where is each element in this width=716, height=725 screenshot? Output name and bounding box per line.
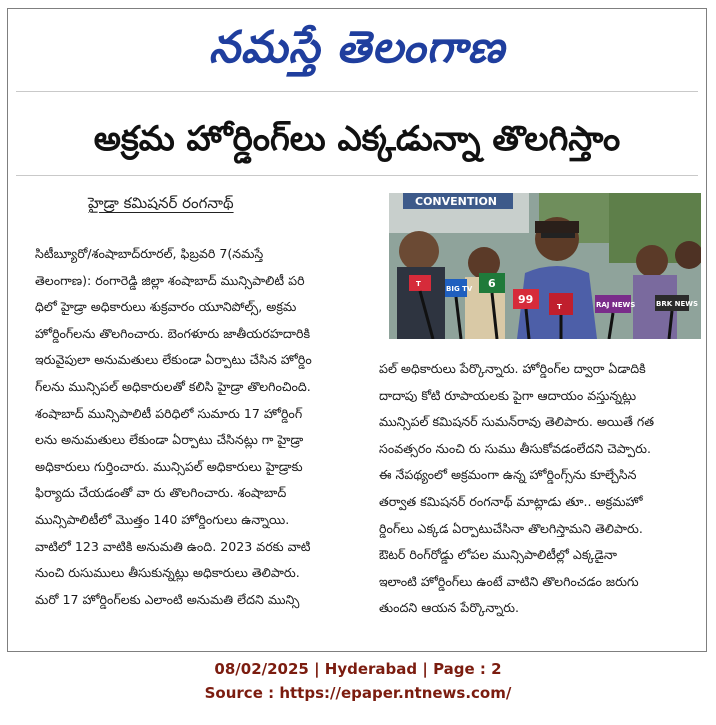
article-text-line: ఇలాంటి హోర్డింగ్‌లు ఉంటే వాటిని తొలగించడం జరుగు — [379, 573, 639, 589]
article-text-line: మరో 17 హోర్డింగ్‌లకు ఎలాంటి అనుమతి లేదని మున్సి — [35, 591, 300, 607]
article-text-line: నుంచి రుసుములు తీసుకున్నట్లు అధికారులు తెలిపారు. — [35, 565, 300, 581]
article-text-line: ఫిర్యాదు చేయడంతో వా రు తొలగించారు. శంషాబాద్ — [35, 485, 287, 501]
article-text-line: మున్సిపల్ కమిషనర్ సుమన్‌రావు తెలిపారు. అయితే గత — [379, 414, 655, 430]
mic-label: BIG TV — [446, 285, 473, 293]
photo-banner-text: CONVENTION — [415, 195, 498, 208]
article-text-line: లను అనుమతులు లేకుండా ఏర్పాటు చేసినట్లు గా హైడ్రా — [35, 432, 304, 448]
article-text-line: సంవత్సరం నుంచి రు సుము తీసుకోవడంలేదని చెప్పారు. — [379, 440, 651, 456]
footer-source-link[interactable]: Source : https://epaper.ntnews.com/ — [204, 684, 512, 702]
article-text-line: పల్ అధికారులు పేర్కొన్నారు. హోర్డింగ్‌ల ద్వారా ఏడాదికి — [379, 361, 646, 376]
article-text-line: తుందని ఆయన పేర్కొన్నారు. — [379, 600, 520, 616]
article-text-line: గ్‌లను మున్సిపల్ అధికారులతో కలిసి హైడ్రా తొలగించింది. — [35, 378, 311, 394]
article-text-line: అధికారులు గుర్తించారు. మున్సిపల్ అధికారులు హైడ్రాకు — [35, 458, 303, 474]
footer-edition-info: 08/02/2025 | Hyderabad | Page : 2 — [214, 660, 502, 678]
article-text-line: వాటిలో 123 వాటికి అనుమతి ఉంది. 2023 వరకు వాటి — [35, 538, 311, 554]
article-text-line: తర్వాత కమిషనర్ రంగనాథ్ మాట్లాడు తూ.. అక్రమహో — [379, 493, 643, 509]
mic-label: RAJ NEWS — [596, 301, 636, 309]
article-headline: అక్రమ హోర్డింగ్‌లు ఎక్కడున్నా తొలగిస్తాం — [93, 119, 621, 159]
mic-label: T — [416, 280, 421, 288]
article-text-line: హోర్డింగ్‌లను తొలగించారు. బెంగళూరు జాతీయరహదారికి — [35, 325, 311, 341]
clipping-frame — [7, 8, 707, 652]
article-text-line: తెలంగాణ): రంగారెడ్డి జిల్లా శంషాబాద్ మున్సిపాలిటీ పరి — [35, 272, 305, 288]
article-text-line: ర్డింగ్‌లు ఎక్కడ ఏర్పాటుచేసినా తొలగిస్తామని తెలిపారు. — [379, 520, 643, 536]
mic-label: BRK NEWS — [656, 300, 698, 308]
article-byline: హైడ్రా కమిషనర్ రంగనాథ్ — [88, 194, 234, 212]
masthead-divider — [16, 91, 698, 92]
article-text-line: శంషాబాద్ మున్సిపాలిటీ పరిధిలో సుమారు 17 హోర్డింగ్ — [35, 405, 303, 421]
mic-label: 6 — [488, 277, 496, 290]
article-text-line: ఇరువైపులా అనుమతులు లేకుండా ఏర్పాటు చేసిన హోర్డిం — [35, 352, 312, 368]
masthead-title: నమస్తే తెలంగాణ — [208, 22, 506, 73]
article-text-line: మున్సిపాలిటీలో మొత్తం 140 హోర్డింగులు ఉన్నాయి. — [35, 511, 290, 527]
article-text-line: ఈ నేపథ్యంలో అక్రమంగా ఉన్న హోర్డింగ్స్‌ను కూల్చేసిన — [379, 467, 637, 483]
press-photo — [389, 193, 701, 339]
article-text-line: సిటీబ్యూరో/శంషాబాద్‌రూరల్, ఫిబ్రవరి 7(నమస్తే — [35, 246, 264, 261]
headline-divider — [16, 175, 698, 176]
article-text-line: ధిలో హైడ్రా అధికారులు శుక్రవారం యూనిపోల్స్, అక్రమ — [35, 299, 297, 315]
mic-label: T — [557, 303, 562, 311]
article-text-line: ఔటర్ రింగ్‌రోడ్డు లోపల మున్సిపాలిటీల్లో ఎక్కడైనా — [379, 547, 617, 563]
article-text-line: దాదాపు కోటి రూపాయలకు పైగా ఆదాయం వస్తున్నట్లు — [379, 387, 637, 403]
mic-label: 99 — [518, 293, 534, 306]
press-photo-image — [389, 193, 701, 339]
article-right-column — [379, 356, 699, 622]
article-left-column — [35, 241, 363, 613]
